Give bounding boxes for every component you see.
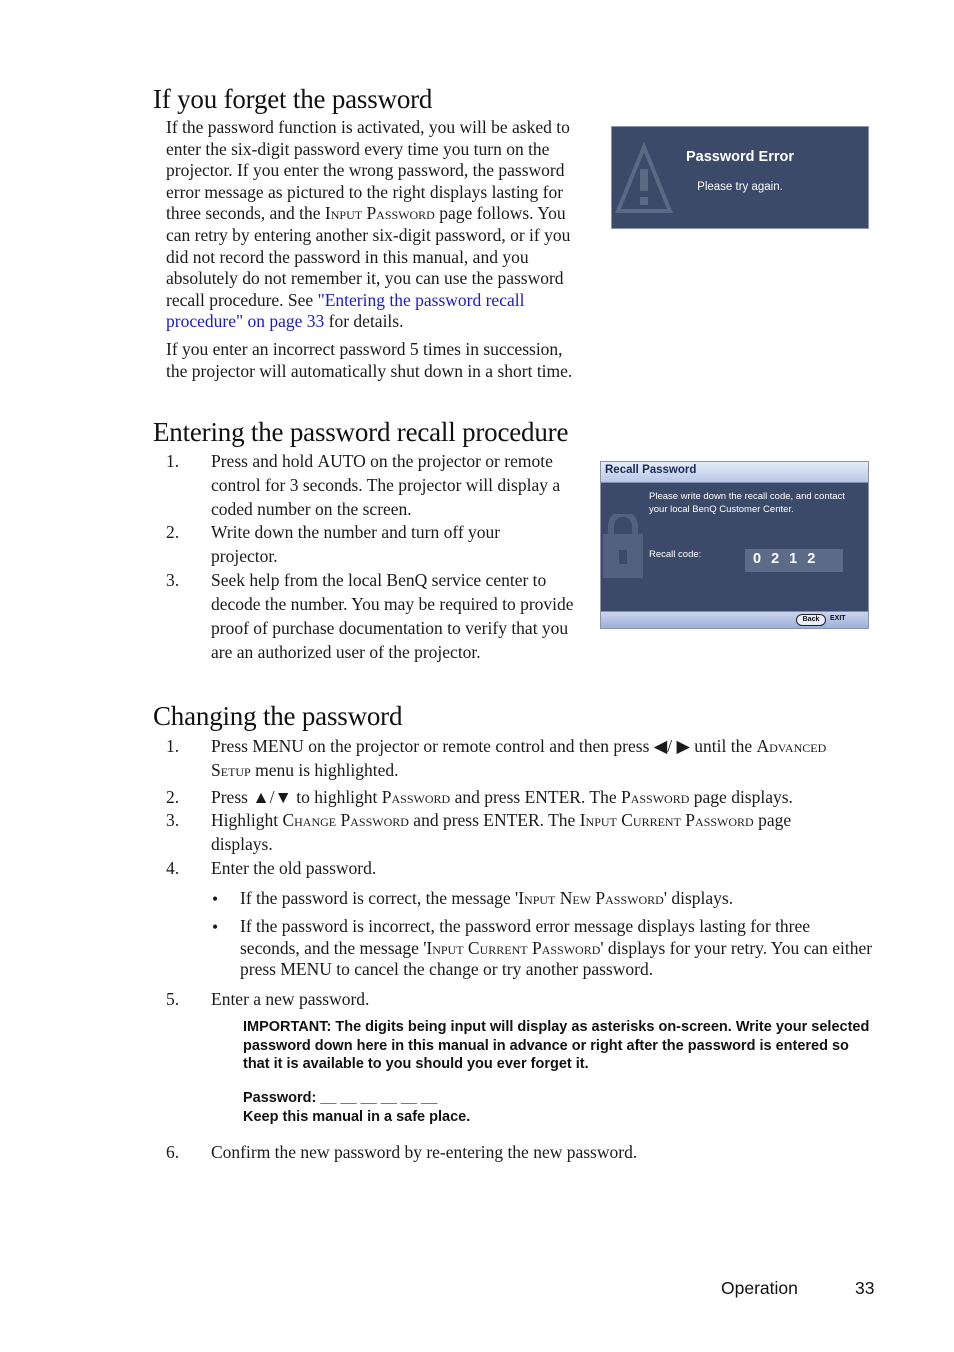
text: page displays. [689,787,793,807]
recall-code-value: 0 2 1 2 [753,551,819,567]
text: Press [211,736,253,756]
list-item: Enter the old password. [211,858,377,878]
list-item: Confirm the new password by re-entering the new password. [211,1142,638,1162]
list-item [211,734,851,782]
ui-term: MENU [280,959,332,980]
text: menu is highlighted. [250,760,399,780]
text: . The [580,787,621,807]
bullet-marker: • [212,889,219,909]
list-number: 5. [166,989,180,1009]
text: and press [450,787,525,807]
text: page follows. You can retry by entering another six-digit password, or if you did not record the password in this manual, and you absolutely do not remember it, you can use the password recall procedure. See [166,203,571,310]
ui-term: Advanced Setup [211,736,827,780]
recall-description: Please write down the recall code, and contact your local BenQ Customer Center. [649,491,845,515]
up-down-arrows-icon: ▲/▼ [252,787,292,807]
recall-footer-bar [601,611,868,628]
list-number: 4. [166,858,180,878]
text: ' displays for your retry. You can either press [240,937,873,980]
ui-term: Password [620,787,690,807]
list-item: Write down the number and turn off your projector. [211,522,501,566]
ui-term: Input Password [324,203,435,224]
recall-code-label: Recall code: [649,549,702,560]
list-number: 3. [166,570,180,590]
list-item [211,808,851,856]
section-heading-recall-procedure: Entering the password recall procedure [153,417,569,447]
bullet-marker: • [212,917,219,937]
ui-term: Input Current Password [426,937,601,958]
text: to highlight [291,787,382,807]
section-heading-forget-password: If you forget the password [153,84,433,114]
exit-label: EXIT [830,615,846,622]
text: until the [689,736,757,756]
list-item: Seek help from the local BenQ service center to decode the number. You may be required to provide proof of purchase documentation to verify that you are an authorized user of the projector. [211,570,574,662]
text: and press [408,810,484,830]
list-number: 3. [166,810,180,830]
bullet-item [240,888,870,910]
text: If the password is incorrect, the password error message displays lasting for three seconds, and the message ' [240,916,811,958]
text: on the projector or remote control and then press [303,736,654,756]
ui-term: Change Password [282,810,409,830]
list-number: 2. [166,522,180,542]
page-number: 33 [855,1278,875,1298]
important-note: IMPORTANT: The digits being input will display as asterisks on-screen. Write your selected password down here in this manual in advance or right after the password is entered so that it is available to you should you ever forget it. [243,1019,870,1072]
text: If the password is correct, the message ' [240,888,519,908]
text: ' displays. [663,888,734,908]
list-number: 1. [166,451,180,471]
recall-code-field [745,549,843,572]
footer-section-name: Operation [721,1278,798,1298]
lock-icon [603,514,647,580]
section-heading-changing-password: Changing the password [153,701,403,731]
ui-term: AUTO [317,451,366,471]
paragraph-shutdown: If you enter an incorrect password 5 times in succession, the projector will automatically shut down in a short time. [166,339,573,381]
text: on the projector or remote control for 3 seconds. The projector will display a coded number on the screen. [211,451,561,519]
recall-header-bar [601,462,868,483]
list-item [211,785,871,809]
list-number: 6. [166,1142,180,1162]
list-number: 2. [166,787,180,807]
list-item: Enter a new password. [211,989,370,1009]
list-item [211,449,587,521]
list-number: 1. [166,736,180,756]
ui-term: Password [381,787,451,807]
password-blank-line: Password: __ __ __ __ __ __ [243,1090,438,1106]
ui-term: Input Current Password [579,810,754,830]
ui-term: Input New Password [518,888,664,908]
password-error-screenshot [611,126,869,229]
recall-password-screenshot [600,461,869,629]
text: Highlight [211,810,283,830]
error-message: Please try again. [697,181,783,193]
error-title: Password Error [686,149,794,165]
text: If the password function is activated, you will be asked to enter the six-digit password every time you turn on the projector. If you enter the wrong password, the password error message as pictured to the right displays lasting for three seconds, and the [166,117,570,224]
recall-title: Recall Password [605,464,697,476]
text: Press [211,787,253,807]
text: . The [539,810,580,830]
ui-term: ENTER [483,810,540,830]
text: for details. [324,311,404,332]
paragraph-forget-password [166,117,592,333]
bullet-item [240,916,874,981]
ui-term: MENU [252,736,304,756]
left-right-arrows-icon: ◀/ ▶ [653,736,690,756]
cross-reference-link[interactable]: "Entering the password recall procedure" on page 33 [166,289,525,332]
ui-term: ENTER [524,787,581,807]
back-button[interactable]: Back [796,614,826,626]
text: Press and hold [211,451,318,471]
text: to cancel the change or try another password. [331,959,654,980]
keep-safe-note: Keep this manual in a safe place. [243,1109,471,1125]
text: page displays. [211,810,792,854]
